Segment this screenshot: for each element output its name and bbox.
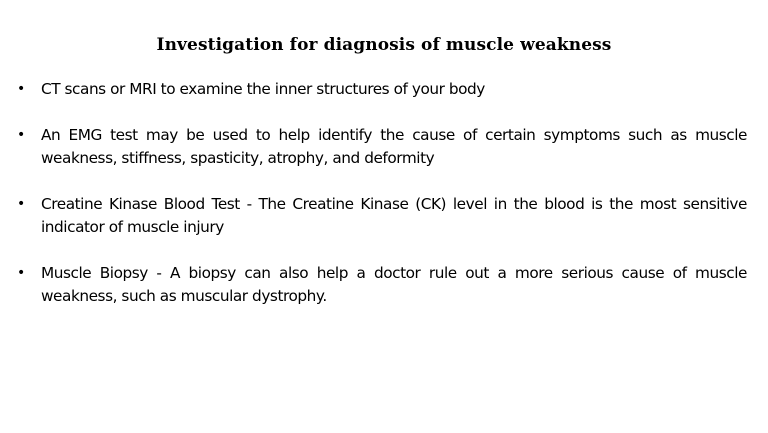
bullet-text: Creatine Kinase Blood Test - The Creatine Kinase (CK) level in the blood is the most sensitive indicator of muscle injury bbox=[41, 195, 747, 236]
bullet-marker: • bbox=[17, 265, 26, 281]
slide-title: Investigation for diagnosis of muscle weakness bbox=[156, 35, 612, 55]
bullet-item-creatine-kinase bbox=[0, 193, 768, 239]
bullet-text: Muscle Biopsy - A biopsy can also help a doctor rule out a more serious cause of muscle weakness, such as muscular dystrophy. bbox=[41, 264, 747, 305]
bullet-marker: • bbox=[17, 127, 26, 143]
bullet-item-ct-mri bbox=[0, 78, 768, 101]
bullet-text: An EMG test may be used to help identify the cause of certain symptoms such as muscle weakness, stiffness, spasticity, atrophy, and deformity bbox=[41, 126, 747, 167]
bullet-marker: • bbox=[17, 196, 26, 212]
bullet-text: CT scans or MRI to examine the inner structures of your body bbox=[41, 80, 485, 98]
bullet-item-muscle-biopsy bbox=[0, 262, 768, 308]
bullet-item-emg bbox=[0, 124, 768, 170]
bullet-marker: • bbox=[17, 81, 26, 97]
bullet-list bbox=[0, 78, 768, 331]
